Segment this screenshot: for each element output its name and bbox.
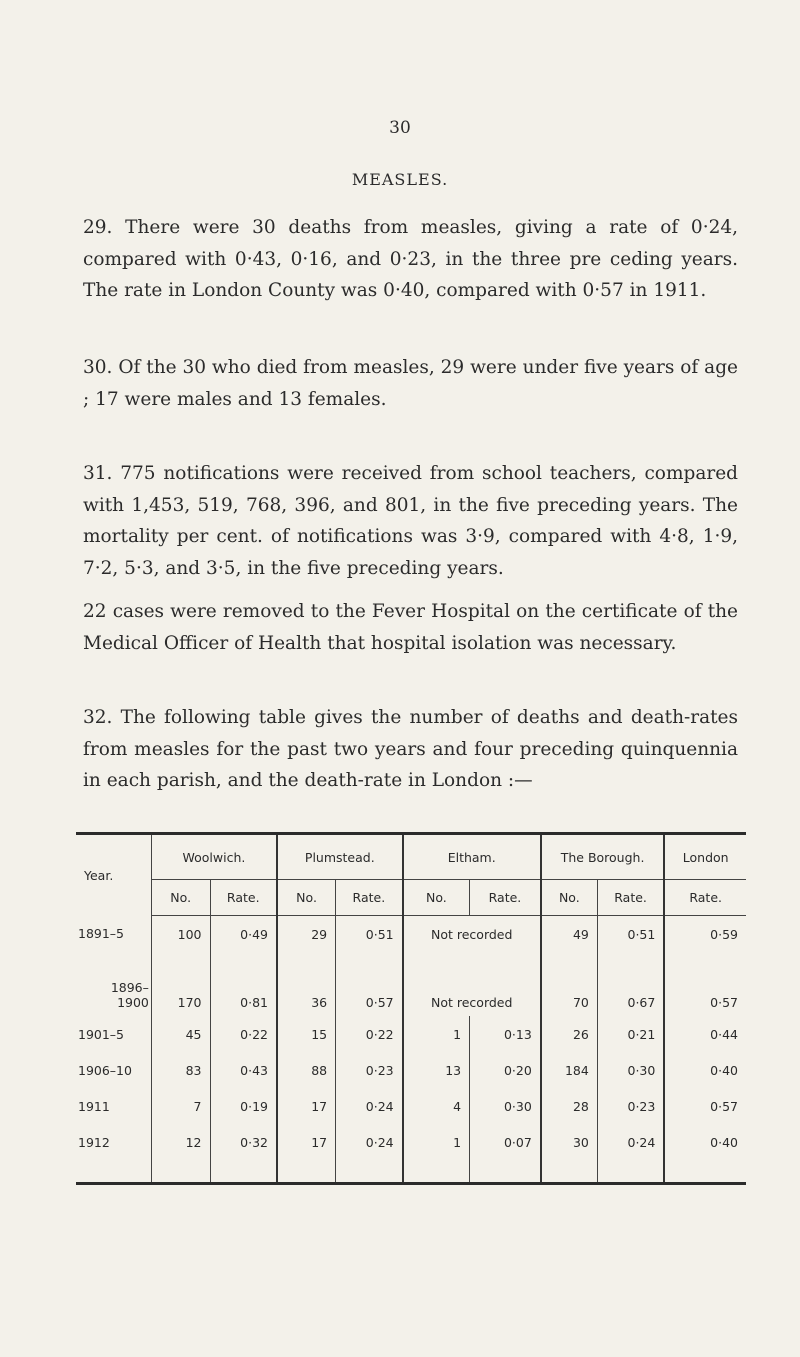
eltham-no: 1	[403, 1124, 470, 1184]
london-rate: 0·59	[664, 916, 746, 953]
eltham-not-recorded: Not recorded	[403, 952, 541, 1016]
eltham-rate: 0·20	[470, 1052, 541, 1088]
eltham-no: 4	[403, 1088, 470, 1124]
borough-no: 28	[541, 1088, 598, 1124]
borough-rate: 0·30	[597, 1052, 664, 1088]
measles-table-wrapper	[76, 832, 746, 1185]
paragraph-29: 29. There were 30 deaths from measles, giving a rate of 0·24, compared with 0·43, 0·16, and 0·23, in the three pre ceding years. The rate in London County was 0·40, compared with 0·57 in 1911.	[83, 217, 738, 301]
year-cell: 1912	[78, 1134, 110, 1150]
woolwich-rate-header: Rate.	[210, 880, 277, 916]
table-row	[76, 1088, 746, 1124]
borough-no: 49	[541, 916, 598, 953]
plumstead-no: 29	[277, 916, 336, 953]
table-row	[76, 1124, 746, 1184]
paragraph-32: 32. The following table gives the number of deaths and death-rates from measles for the past two years and four preceding quinquennia in each parish, and the death-rate in London :—	[83, 707, 738, 791]
london-rate: 0·40	[664, 1124, 746, 1184]
eltham-rate: 0·13	[470, 1016, 541, 1052]
plumstead-no: 17	[277, 1124, 336, 1184]
borough-rate: 0·67	[597, 952, 664, 1016]
plumstead-no: 17	[277, 1088, 336, 1124]
woolwich-rate: 0·49	[210, 916, 277, 953]
woolwich-rate: 0·43	[210, 1052, 277, 1088]
woolwich-rate: 0·32	[210, 1124, 277, 1184]
london-rate-header: Rate.	[664, 880, 746, 916]
eltham-rate: 0·30	[470, 1088, 541, 1124]
plumstead-rate: 0·24	[336, 1088, 403, 1124]
year-cell: 1906–10	[78, 1062, 132, 1078]
year-cell: 1911	[78, 1098, 110, 1114]
plumstead-rate: 0·23	[336, 1052, 403, 1088]
borough-header: The Borough.	[541, 834, 665, 880]
plumstead-rate: 0·22	[336, 1016, 403, 1052]
borough-rate-header: Rate.	[597, 880, 664, 916]
woolwich-no: 100	[151, 916, 210, 953]
plumstead-no: 15	[277, 1016, 336, 1052]
woolwich-rate: 0·81	[210, 952, 277, 1016]
plumstead-rate-header: Rate.	[336, 880, 403, 916]
woolwich-header: Woolwich.	[151, 834, 277, 880]
london-rate: 0·40	[664, 1052, 746, 1088]
borough-rate: 0·51	[597, 916, 664, 953]
eltham-rate: 0·07	[470, 1124, 541, 1184]
eltham-rate-header: Rate.	[470, 880, 541, 916]
woolwich-rate: 0·22	[210, 1016, 277, 1052]
woolwich-no-header: No.	[151, 880, 210, 916]
page-number: 30	[389, 118, 411, 138]
london-rate: 0·44	[664, 1016, 746, 1052]
table-row	[76, 952, 746, 1016]
london-header: London	[664, 834, 746, 880]
paragraph-30: 30. Of the 30 who died from measles, 29 were under five years of age ; 17 were males and 13 females.	[83, 357, 738, 410]
woolwich-no: 170	[151, 952, 210, 1016]
table-row	[76, 1052, 746, 1088]
borough-no: 30	[541, 1124, 598, 1184]
plumstead-no: 88	[277, 1052, 336, 1088]
eltham-no-header: No.	[403, 880, 470, 916]
section-heading: MEASLES.	[351, 170, 449, 189]
borough-rate: 0·21	[597, 1016, 664, 1052]
measles-table	[76, 832, 746, 1185]
plumstead-rate: 0·24	[336, 1124, 403, 1184]
year-cell: 1891–5	[78, 926, 125, 942]
paragraph-hospital: 22 cases were removed to the Fever Hospital on the certificate of the Medical Officer of Health that hospital isolation was necessary.	[83, 601, 738, 654]
borough-no: 184	[541, 1052, 598, 1088]
plumstead-rate: 0·57	[336, 952, 403, 1016]
table-row	[76, 1016, 746, 1052]
woolwich-no: 12	[151, 1124, 210, 1184]
table-row	[76, 916, 746, 953]
woolwich-rate: 0·19	[210, 1088, 277, 1124]
borough-no-header: No.	[541, 880, 598, 916]
eltham-no: 13	[403, 1052, 470, 1088]
plumstead-rate: 0·51	[336, 916, 403, 953]
year-header: Year.	[84, 867, 114, 883]
year-cell: 1896– 1900	[110, 980, 149, 1010]
borough-no: 70	[541, 952, 598, 1016]
london-rate: 0·57	[664, 1088, 746, 1124]
year-cell: 1901–5	[78, 1026, 125, 1042]
paragraph-31: 31. 775 notifications were received from school teachers, compared with 1,453, 519, 768, 396, and 801, in the five preceding years. The mortality per cent. of notifications was 3·9, compared with 4·8, 1·9, 7·2, 5·3, and 3·5, in the five preceding years.	[83, 463, 738, 579]
borough-rate: 0·24	[597, 1124, 664, 1184]
woolwich-no: 7	[151, 1088, 210, 1124]
eltham-no: 1	[403, 1016, 470, 1052]
borough-no: 26	[541, 1016, 598, 1052]
plumstead-header: Plumstead.	[277, 834, 403, 880]
woolwich-no: 83	[151, 1052, 210, 1088]
eltham-not-recorded: Not recorded	[403, 916, 541, 953]
plumstead-no: 36	[277, 952, 336, 1016]
london-rate: 0·57	[664, 952, 746, 1016]
borough-rate: 0·23	[597, 1088, 664, 1124]
eltham-header: Eltham.	[403, 834, 541, 880]
woolwich-no: 45	[151, 1016, 210, 1052]
plumstead-no-header: No.	[277, 880, 336, 916]
